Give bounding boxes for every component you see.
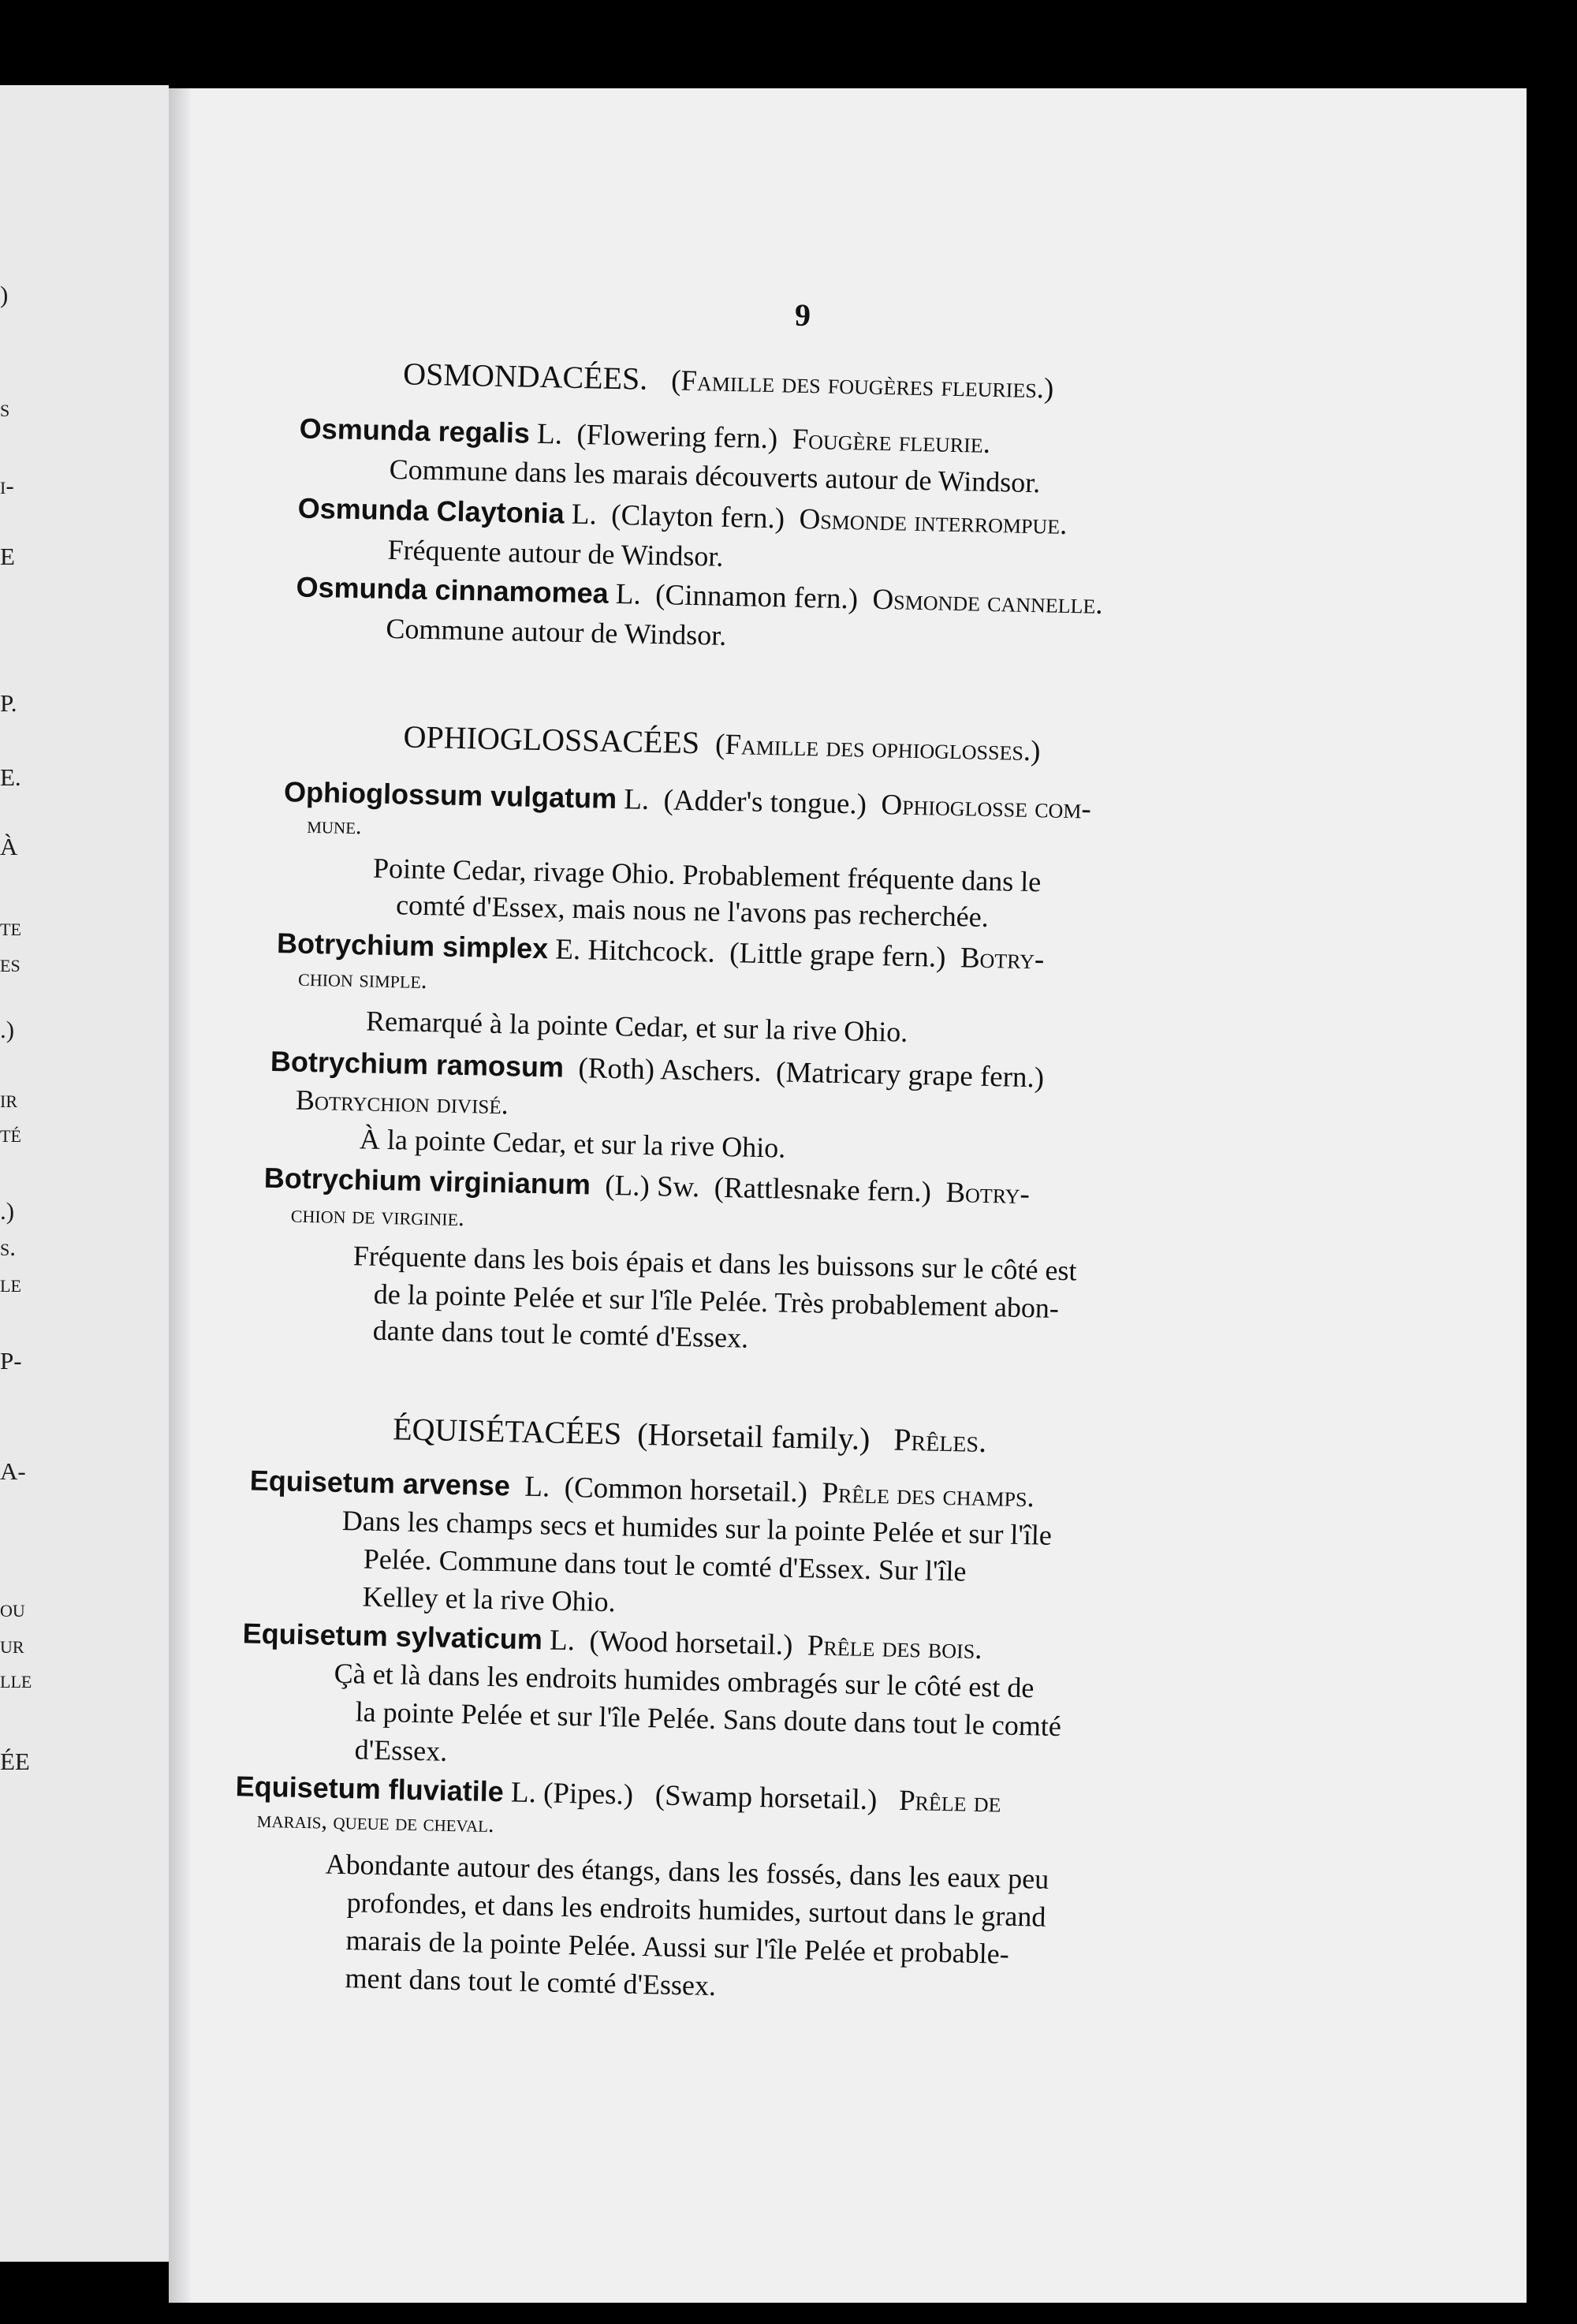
french-name: Botry-	[945, 1176, 1031, 1211]
french-name: Ophioglosse com-	[881, 789, 1092, 826]
left-margin-fragment: s.	[0, 1233, 16, 1261]
left-margin-fragment: ou	[0, 1595, 25, 1622]
entry-ophioglossum-vulgatum	[284, 775, 1092, 826]
english-name: (Clayton fern.)	[610, 498, 785, 535]
species-name: Osmunda regalis	[299, 412, 531, 450]
left-margin-fragment: E	[0, 543, 15, 570]
section-heading-equisetacees	[393, 1410, 987, 1460]
left-margin-fragment: te	[0, 913, 21, 941]
entry-note: Fréquente autour de Windsor.	[387, 533, 724, 573]
entry-note: Çà et là dans les endroits humides ombragés sur le côté est de	[334, 1657, 1035, 1704]
left-margin-fragment: .)	[0, 1016, 15, 1043]
english-name: (Cinnamon fern.)	[654, 579, 859, 616]
left-margin-fragment: ÉE	[0, 1748, 30, 1775]
english-name: (Rattlesnake fern.)	[714, 1171, 932, 1209]
french-name: Botry-	[960, 942, 1045, 976]
section-subtitle: (Horsetail family.)	[636, 1416, 871, 1457]
left-margin-fragment: es	[0, 949, 21, 977]
french-name: Prêle de	[898, 1784, 1001, 1819]
left-margin-fragment: )	[0, 281, 9, 308]
section-heading-ophioglossacees	[403, 718, 1041, 768]
entry-note: À la pointe Cedar, et sur la rive Ohio.	[359, 1123, 786, 1164]
entry-note: marais de la pointe Pelée. Aussi sur l'île Pelée et probable-	[345, 1924, 1010, 1970]
left-margin-fragment: .)	[0, 1197, 15, 1225]
left-margin-fragment: le	[0, 1270, 21, 1297]
section-title: OPHIOGLOSSACÉES	[403, 718, 700, 761]
entry-note: Kelley et la rive Ohio.	[362, 1580, 617, 1618]
french-name: Prêle des champs.	[822, 1476, 1035, 1514]
entry-note: Fréquente dans les bois épais et dans les buissons sur le côté est	[352, 1240, 1077, 1287]
entry-continuation: chion de virginie.	[290, 1199, 465, 1232]
section-title: ÉQUISÉTACÉES	[392, 1411, 622, 1452]
author: L.	[536, 417, 563, 451]
english-name: (Adder's tongue.)	[663, 784, 867, 821]
species-name: Equisetum sylvaticum	[242, 1617, 543, 1656]
species-name: Osmunda Claytonia	[297, 491, 565, 530]
species-name: Equisetum fluviatile	[235, 1770, 505, 1808]
french-name: Prêle des bois.	[807, 1629, 982, 1666]
section-subtitle: (Famille des fougères fleuries.)	[670, 364, 1054, 405]
entry-continuation: Botrychion divisé.	[295, 1084, 509, 1121]
entry-note: Pointe Cedar, rivage Ohio. Probablement fréquente dans le	[372, 852, 1042, 898]
section-title: OSMONDACÉES.	[402, 356, 648, 397]
entry-note: Pelée. Commune dans tout le comté d'Essex. Sur l'île	[363, 1542, 967, 1587]
species-name: Botrychium ramosum	[270, 1044, 565, 1084]
entry-continuation: mune.	[306, 811, 362, 840]
page-content	[122, 74, 1526, 2316]
left-margin-fragment: lle	[0, 1666, 32, 1693]
right-page	[169, 88, 1527, 2303]
entry-note: d'Essex.	[354, 1733, 448, 1767]
english-name: (Common horsetail.)	[564, 1471, 808, 1509]
english-name: (Matricary grape fern.)	[775, 1056, 1045, 1095]
left-margin-fragment: E.	[0, 763, 21, 791]
left-margin-fragment: A-	[0, 1457, 26, 1485]
author: L.	[615, 577, 642, 611]
entry-note: dante dans tout le comté d'Essex.	[372, 1314, 749, 1354]
english-name: (Little grape fern.)	[729, 937, 946, 974]
species-name: Equisetum arvense	[249, 1464, 511, 1502]
section-subtitle: (Famille des ophioglosses.)	[714, 728, 1041, 768]
entry-note: Abondante autour des étangs, dans les fossés, dans les eaux peu	[325, 1848, 1049, 1895]
english-name: (Wood horsetail.)	[589, 1625, 793, 1662]
left-margin-fragment: ur	[0, 1631, 24, 1658]
left-margin-fragment: P-	[0, 1347, 22, 1375]
english-name: (Swamp horsetail.)	[654, 1779, 878, 1817]
left-margin-fragment: À	[0, 833, 18, 860]
left-margin-fragment: ı-	[0, 472, 14, 499]
author: L. (Pipes.)	[510, 1776, 634, 1811]
entry-note: la pointe Pelée et sur l'île Pelée. Sans doute dans tout le comté	[355, 1695, 1062, 1743]
entry-note: Commune autour de Windsor.	[386, 612, 727, 651]
species-name: Osmunda cinnamomea	[296, 570, 610, 610]
english-name: (Flowering fern.)	[576, 418, 778, 456]
french-name: Osmonde interrompue.	[799, 502, 1068, 541]
author: L.	[524, 1470, 550, 1504]
entry-note: Dans les champs secs et humides sur la pointe Pelée et sur l'île	[341, 1504, 1053, 1551]
author: L.	[549, 1624, 576, 1658]
author: E. Hitchcock.	[554, 933, 716, 969]
author: (L.) Sw.	[604, 1169, 700, 1204]
entry-note: Remarqué à la pointe Cedar, et sur la rive Ohio.	[365, 1005, 908, 1048]
left-margin-fragment: s	[0, 394, 10, 422]
left-margin-fragment: té	[0, 1120, 21, 1147]
entry-note: profondes, et dans les endroits humides, surtout dans le grand	[346, 1886, 1046, 1933]
entry-note: comté d'Essex, mais nous ne l'avons pas recherchée.	[395, 889, 990, 933]
species-name: Botrychium simplex	[276, 927, 549, 965]
entry-continuation: marais, queue de cheval.	[256, 1806, 494, 1838]
author: L.	[571, 498, 598, 532]
author: L.	[623, 783, 650, 816]
species-name: Ophioglossum vulgatum	[283, 775, 617, 815]
species-name: Botrychium virginianum	[263, 1161, 591, 1201]
entry-note: Commune dans les marais découverts autour de Windsor.	[389, 453, 1041, 499]
left-margin-fragment: ır	[0, 1085, 17, 1113]
page-number: 9	[794, 297, 811, 334]
left-margin-fragment: P.	[0, 689, 17, 717]
section-subtitle-french: Prêles.	[893, 1421, 987, 1460]
author: (Roth) Aschers.	[578, 1052, 762, 1088]
entry-continuation: chion simple.	[297, 963, 427, 994]
entry-note: ment dans tout le comté d'Essex.	[345, 1962, 717, 2002]
section-heading-osmondacees	[403, 355, 1054, 405]
french-name: Fougère fleurie.	[792, 423, 991, 460]
entry-note: de la pointe Pelée et sur l'île Pelée. Très probablement abon-	[373, 1278, 1060, 1324]
french-name: Osmonde cannelle.	[872, 583, 1104, 621]
